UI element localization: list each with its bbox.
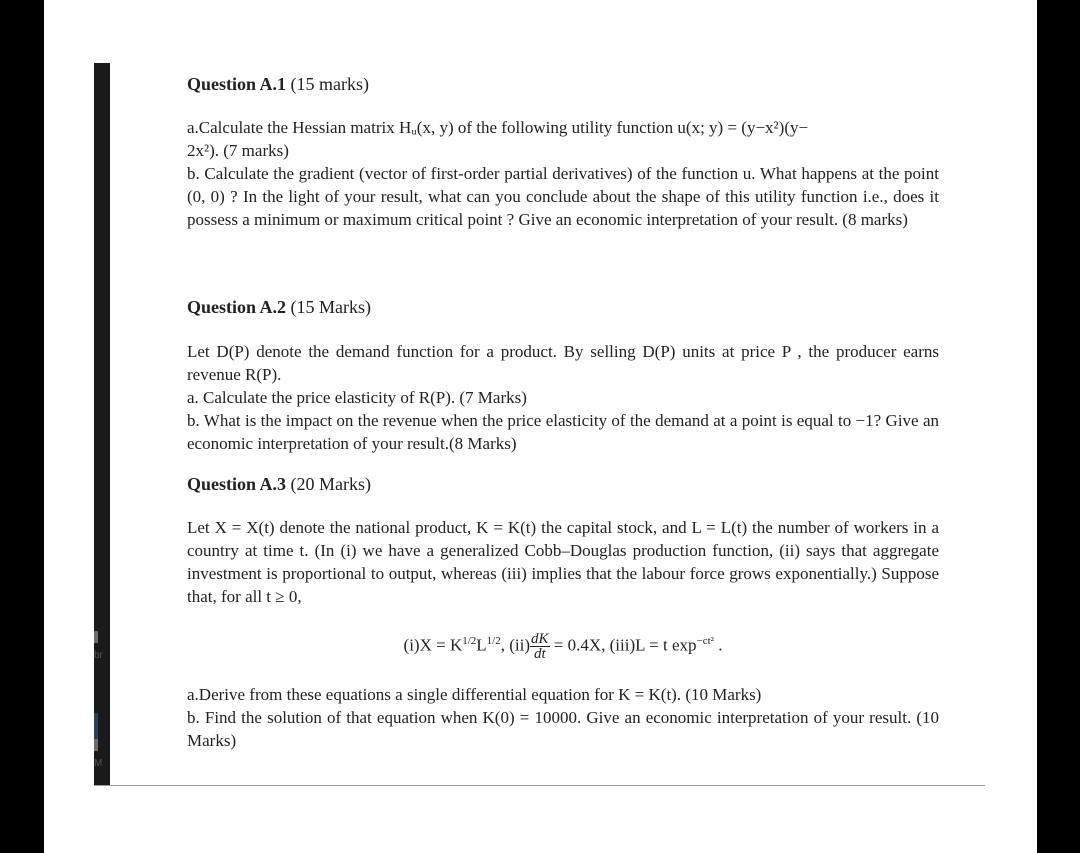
edge-mark <box>94 739 98 751</box>
question-a3-line-b: b. Find the solution of that equation when K(0) = 10000. Give an economic interpretation of your result. (10 Marks) <box>187 708 939 750</box>
question-a2-body <box>187 340 939 455</box>
page-bottom-rule <box>94 785 985 786</box>
question-a1-line-a: a.Calculate the Hessian matrix Hᵤ(x, y) of the following utility function u(x; y) = (y−x²)(y− <box>187 118 809 137</box>
question-a3-tasks <box>187 683 939 752</box>
side-text-fragment: br <box>94 650 103 661</box>
question-a1-heading: Question A.1 (15 marks) <box>187 74 370 94</box>
question-a2-line-a: a. Calculate the price elasticity of R(P). (7 Marks) <box>187 388 527 407</box>
question-a3-line-a: a.Derive from these equations a single differential equation for K = K(t). (10 Marks) <box>187 685 762 704</box>
question-a1-line-a-cont: 2x²). (7 marks) <box>187 141 289 160</box>
question-a1-body <box>187 116 939 231</box>
question-a2-intro: Let D(P) denote the demand function for a product. By selling D(P) units at price P , the producer earns revenue R(P). <box>187 342 939 384</box>
question-a2-heading: Question A.2 (15 Marks) <box>187 297 372 317</box>
question-a3-heading: Question A.3 (20 Marks) <box>187 474 372 494</box>
edge-mark <box>94 631 98 643</box>
question-a1-line-b: b. Calculate the gradient (vector of first-order partial derivatives) of the function u. What happens at the point (0, 0) ? In the light of your result, what can you conclude about the shape of this utility function i.e., does it possess a minimum or maximum critical point ? Give an economic interpretation of your result. (8 marks) <box>187 164 939 229</box>
question-a3-equation: $(i)X = K^{1/2}L^{1/2}$, (ii) $\frac{dK}{dt}$ = 0.4X, (iii)L = t $\exp^{-ct^2}$ . <box>403 631 723 662</box>
derivative-fraction: $\frac{dK}{dt}$ <box>531 631 549 662</box>
side-text-fragment: M <box>94 758 103 769</box>
question-a2-line-b: b. What is the impact on the revenue when the price elasticity of the demand at a point is equal to −1? Give an economic interpretation of your result.(8 Marks) <box>187 411 939 453</box>
left-window-edge <box>94 63 110 785</box>
question-a3-intro: Let X = X(t) denote the national product, K = K(t) the capital stock, and L = L(t) the number of workers in a country at time t. (In (i) we have a generalized Cobb–Douglas production function, (ii) says that aggregate investment is proportional to output, whereas (iii) implies that the labour force grows exponentially.) Suppose that, for all t ≥ 0, <box>187 518 939 606</box>
